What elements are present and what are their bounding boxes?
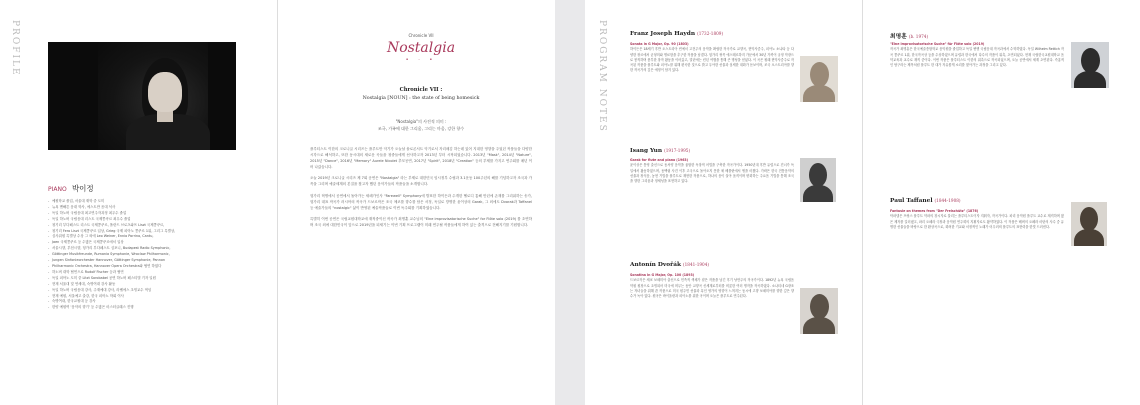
composer-text: 탁파넬은 프랑스 플루트 악파의 창시자로 불리는 플루티스트이자 지휘자, 작곡가이다. 파리 음악원 플루트 교수로 재직하며 많은 제자를 길러냈고, 파리 오페라 극장과 음악원 연주회의 지휘자로도 활약하였다. 이 작품은 베버의 오페라 마탄의 사수 중 유명한 선율들을 바탕으로 한 환상곡으로, 화려한 기교와 서정적인 노래가 어우러져 플루트의 표현력을 한껏 드러낸다. [890, 214, 1064, 229]
artist-bio-list [48, 199, 248, 311]
bio-item: - 서울시향, 부천시향, 헝가리 부다페스트 심포니, Budapest Radio Symphonic, [48, 246, 248, 252]
composer-text: 윤이상은 통영 출신으로 동서양 음악을 융합한 독창적 어법을 구축한 작곡가이다. 1950년대 후반 유럽으로 건너가 독일에서 활동하였으며, 동백림 사건 이후 고국으로 돌아오지 못한 채 베를린에서 생을 마쳤다. 가락은 한국 전통음악의 선율과 장식음, 농현 기법을 플루트로 재현한 작품으로, 하나의 음이 살아 움직이며 변화하는 주요음 기법을 통해 조국을 향한 그리움과 정체성을 표현하고 있다. [630, 163, 794, 184]
composer-name [630, 262, 709, 268]
nostalgia-definition: Nostalgia [NOUN] : the state of being homesick [362, 96, 480, 101]
bio-item: - 현재 서울대 및 연세대, 숙명여대 강사 활동 [48, 282, 248, 288]
nostalgia-title: Nostalgia [386, 40, 456, 56]
composer-name-text: 최명훈 [890, 34, 907, 40]
composer-text: 드보르작은 체코 보헤미아 출신으로 민족적 색채가 짙은 작품을 남긴 후기 낭만주의 작곡가이다. 1892년 뉴욕 국립음악원 원장으로 초빙되어 미국에 머무는 동안 교향곡 신세계로부터를 비롯한 여러 명작을 작곡하였다. 소나티네 G장조는 자녀들을 위해 쓴 작품으로 미국 원주민 선율과 흑인 영가의 영향이 느껴지는 동시에 고향 보헤미아를 향한 깊은 향수가 녹아 있다. 원곡은 바이올린과 피아노를 위한 곡이며 오늘은 플루트로 연주된다. [630, 278, 794, 299]
composer-name [890, 31, 928, 40]
composer-portrait [1071, 42, 1109, 88]
bio-item: - 뉴욕 맨해튼 음대 학사, 에스트만 음대 석사 [48, 205, 248, 211]
series-label: Chronicle VII [408, 33, 434, 38]
bio-item: - 숙명여대, 한국교원대 등 강사 [48, 299, 248, 305]
composer-years: (1917-1995) [664, 148, 691, 153]
composer-description [630, 273, 794, 299]
profile-vertical-label: PROFILE [10, 20, 20, 77]
bio-item: - Jungen Sinfonieorchester Hannover, Göttinger Symphonie, Pannon [48, 258, 248, 264]
composer-text: 하이든은 18세기 후반 오스트리아 빈에서 고전주의 음악을 확립한 작곡가로 교향곡, 현악사중주, 피아노 소나타 등 다양한 장르에서 균형미와 명료함을 추구한 작품을 남겼다. 헝가리 귀족 에스테르하지 가문에서 30년 가까이 궁정 악장으로 봉직하며 풍부한 창작 활동을 이어갔고, 말년에는 런던 여행을 통해 큰 명성을 얻었다. 이 곡은 원래 현악사중주로 작곡된 작품을 플루트와 피아노를 위해 편곡한 것으로 밝고 우아한 선율과 섬세한 대화가 돋보이며, 조국 오스트리아를 향한 작곡가의 깊은 애정이 담겨 있다. [630, 47, 795, 73]
bio-item: - 예원학교 졸업, 서울대 재학 중 도미 [48, 199, 248, 205]
composer-name-text: Antonín Dvořák [630, 262, 681, 268]
composer-description [890, 209, 1064, 230]
composer-name [890, 198, 961, 204]
page-fold [862, 0, 863, 405]
bio-item: - 심사위원 특별상 수상 그 외에 Leo Weiner, Ennio Porrino, Cantu, [48, 234, 248, 240]
composer-description [890, 42, 1064, 68]
composer-portrait [800, 288, 838, 334]
bio-item: - 독일 하노버 국립음대 강사, 주재예대 강사, 라벨에스 초빙교수 역임 [48, 288, 248, 294]
composer-description [630, 42, 794, 74]
composer-name-text: Isang Yun [630, 148, 663, 154]
composer-name-text: Paul Taffanel [890, 198, 933, 204]
artist-name: 박이정 [71, 184, 94, 193]
ornament-divider: • · • [405, 57, 437, 63]
bio-item: - Philharmonic Orchestra, Hannover Opera Orchestra와 협연 하였다 [48, 264, 248, 270]
composer-name [630, 31, 723, 37]
composer-portrait [1071, 202, 1107, 246]
bio-item: - 독일 하노버 국립음대 최고연주자과정 최우수 졸업 [48, 211, 248, 217]
composer-years: (1844-1908) [934, 198, 961, 203]
featured-work: Fantasie on themes from "Der Freischütz" (1876) [890, 209, 979, 213]
composer-text: 작곡가 최명훈은 한국예술종합학교 음악원을 졸업하고 독일 뮌헨 국립음대 작곡과에서 수학하였다. 독일 Wilhelm Rettich 작곡 콩쿠르 1위, 한국작곡상 등을 수상하였으며 유럽과 한국에서 다수의 작품이 위촉, 초연되었다. 현재 국립한국교원대학교 음악교육과 교수로 재직 중이다. 이번 작품은 플루티스트 이한의 위촉으로 작곡되었으며, 오늘 공연에서 세계 초연된다. 즉흥적인 탐구라는 제목처럼 플루트 한 대가 자유롭게 소리를 찾아가는 과정을 그리고 있다. [890, 47, 1064, 68]
composer-portrait [800, 158, 836, 202]
bio-item: - Jaen 국제콩쿠르 등 수많은 국제콩쿠르에서 입상 [48, 240, 248, 246]
nostalgia-paragraph: 오늘 2019년 크로니클 시리즈 제 7회 공연은 "Nostalgia" 라는 부제로 대한민국 임시정부 수립과 3.1운동 100주년의 해를 기념하고자 조국과 가족을 그리며 예술세계의 본질을 찾고자 했던 음악가들의 작품들을 소개합니다. [310, 176, 532, 187]
artist-name-line [48, 183, 94, 194]
featured-work: "Eine improvisatorische Suche" für Flöte solo (2019) [890, 42, 985, 46]
bio-item: - 청기리 부다페스트 리스트 국제콩쿠르, 폴란드 브로츠와프 Liszt 국제콩쿠르, [48, 223, 248, 229]
bio-item: - 청기리 Fero Liszt 국제콩쿠르 입상, Grieg 국제 피아노 콩쿠르 1위, 그리그 특별상, [48, 229, 248, 235]
bio-item: - 하노버 대학 협연으로 Rudolf Fischer 등과 협연 [48, 270, 248, 276]
artist-photo [48, 42, 236, 150]
featured-work: Sonatina in G Major, Op. 100 (1893) [630, 273, 695, 277]
program-notes-vertical-label: PROGRAM NOTES [597, 20, 607, 133]
bio-item: - 독일 피아노 도미 중 Litzt Sorobabel 공연 하노버 페스티벌 기자 일원 [48, 276, 248, 282]
featured-work: Garak for flute and piano (1963) [630, 158, 689, 162]
nostalgia-paragraph: 플루티스트 이한의 크로니클 시리즈는 플루트만 악기가 오늘날 솔로콘서트 악기로서 자리매김 하는데 있어 지대한 영향을 주었던 작품들을 다양한 시각으로 해석하고, 또한 동시대의 새로운 곡들을 청중들에게 선사하고자 2013년 부터 시작되었습니다. 2013년 "Mask", 2014년 "Nature", 2015년 "Dance", 2016년 "Memory" Aurele Nicolet 추모공연, 2017년 "Spirit", 2018년 "Creation" 등의 부제를 가지고 연주회를 매년 이어 나갔습니다. [310, 147, 532, 170]
bio-item: - 한양 예원여 '음악의 향기' 등 수많은 마스터클래스 진행 [48, 305, 248, 311]
composer-description [630, 158, 794, 184]
bio-item: - Göttinger Musikfreunde, Rumania Symphonie, Wroclaw Philharmonic, [48, 252, 248, 258]
nostalgia-paragraph: 헝가리 혁명에서 공연에서 돌아가는 세헤가인사 "Farewell" Symphony에 발표한 하이든과 수개한 헬로디 통해 만년에 존재를 그리워하는 송가, 헝가리 대표 작곡가 러시아의 작곡가 드보르작은 조국 체코를 향수를 담은 서정, 독일로 망명한 윤이상의 Garak, 그 외에도 Dvorak과 Taffanel 등 예술가들의 "nostalgic" 삶이 반영된 예술작품들로 이번 독주회를 기획하였습니다. [310, 193, 532, 210]
nostalgia-meaning [312, 118, 530, 132]
chronicle-heading: Chronicle VII : [399, 87, 443, 93]
artist-role: PIANO [48, 186, 67, 193]
nostalgia-body [310, 146, 532, 233]
composer-name-text: Franz Joseph Haydn [630, 31, 696, 37]
bio-item: - 현재 예원, 서울예고 출강, 한국 피아노 학회 이사 [48, 294, 248, 300]
composer-name [630, 148, 690, 154]
composer-years: (1841-1904) [683, 262, 709, 267]
meaning-line-2: 조국, 가족에 대한 그리움, 그리는 마음, 강한 향수 [377, 126, 465, 131]
composer-years: (1732-1809) [697, 31, 724, 36]
composer-years: (b. 1974) [908, 34, 929, 39]
nostalgia-paragraph: 특별히 이번 공연은 국립교원대학교에 재직중이신 작곡가 최명훈 교수님의 "Eine improvisatorische Suche" for Flöte solo (2019) 를 초연하며 조국 외에 대한민국이 앞으로 2019년을 되새기는 이번 기획 프로그램이 미래 연주될 작품들에게 하여 있는 출격으로 전해지기를 기원합니다. [310, 216, 532, 227]
meaning-line-1: "Nostalgia"의 사전적 의미 : [395, 119, 447, 124]
composer-portrait [800, 56, 838, 102]
featured-work: Sonata in G Major, Op. 90 (1803) [630, 42, 689, 46]
bio-item: - 독일 하노버 국립음대 리스트 국제콩쿠르 최우수 졸업 [48, 217, 248, 223]
